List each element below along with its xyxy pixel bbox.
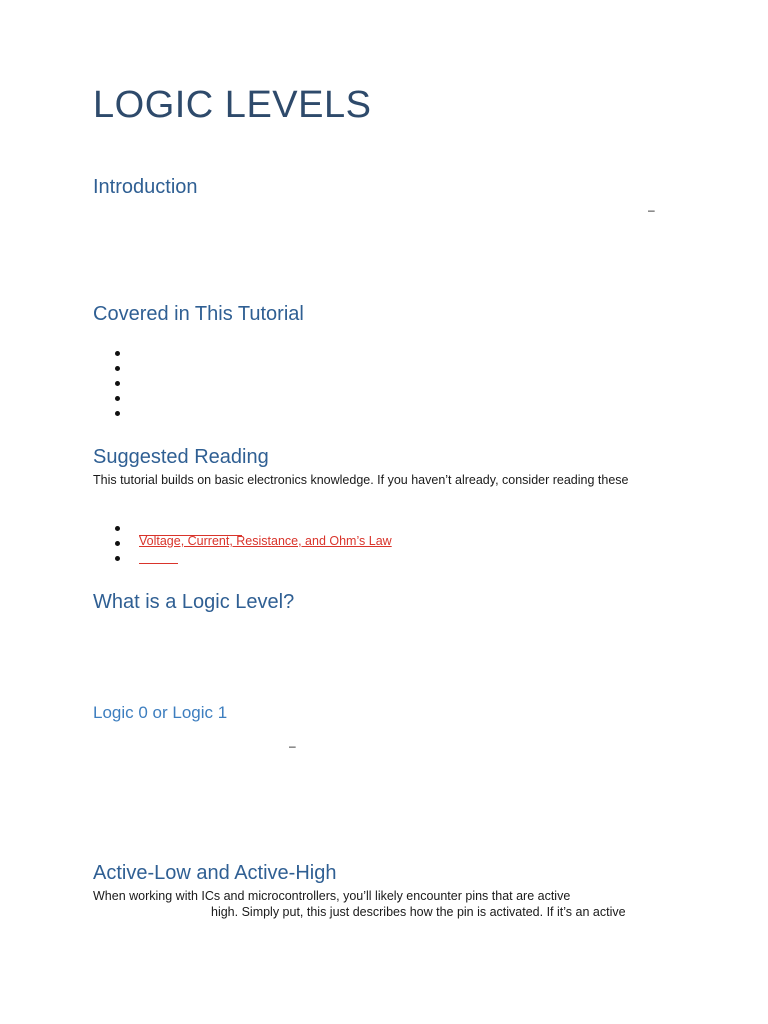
covered-bullet-1 xyxy=(115,351,120,356)
reading-bullet-2 xyxy=(115,541,120,546)
document-title: LOGIC LEVELS xyxy=(93,84,372,126)
heading-introduction: Introduction xyxy=(93,176,198,198)
reading-bullet-3 xyxy=(115,556,120,561)
reading-link-ohms-law[interactable]: Voltage, Current, Resistance, and Ohm’s Law xyxy=(139,534,392,548)
heading-what-is-logic-level: What is a Logic Level? xyxy=(93,591,295,613)
introduction-dash: – xyxy=(648,203,655,217)
covered-bullet-4 xyxy=(115,396,120,401)
suggested-reading-text: This tutorial builds on basic electronics knowledge. If you haven’t already, consider reading these xyxy=(93,473,629,487)
heading-suggested-reading: Suggested Reading xyxy=(93,446,269,468)
logic-dash: – xyxy=(289,739,296,753)
covered-bullet-5 xyxy=(115,411,120,416)
reading-link-3[interactable] xyxy=(139,563,178,564)
active-text-line-2: high. Simply put, this just describes how the pin is activated. If it’s an active xyxy=(211,905,626,919)
heading-active-low-high: Active-Low and Active-High xyxy=(93,862,337,884)
heading-logic-0-or-1: Logic 0 or Logic 1 xyxy=(93,703,228,722)
reading-bullet-1 xyxy=(115,526,120,531)
active-text-line-1: When working with ICs and microcontrollers, you’ll likely encounter pins that are active xyxy=(93,889,571,903)
covered-bullet-3 xyxy=(115,381,120,386)
heading-covered: Covered in This Tutorial xyxy=(93,303,304,325)
covered-bullet-2 xyxy=(115,366,120,371)
